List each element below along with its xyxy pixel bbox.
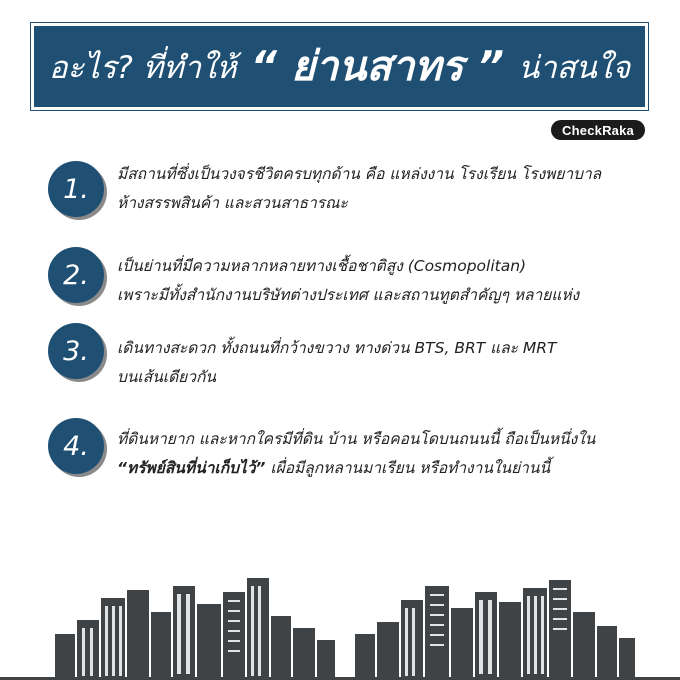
number-badge: 4.: [48, 418, 104, 474]
city-skyline-illustration: [0, 578, 680, 680]
item-line: บนเส้นเดียวกัน: [117, 368, 216, 386]
item-text: [117, 252, 657, 310]
checkraka-logo: [551, 120, 645, 140]
item-line: [117, 454, 657, 483]
item-text: [117, 160, 657, 218]
number-badge: 1.: [48, 161, 104, 217]
title-suffix: น่าสนใจ: [518, 49, 631, 86]
item-line: เป็นย่านที่มีความหลากหลายทางเชื้อชาติสูง (Cosmopolitan): [117, 257, 527, 275]
title-keyword: “ ย่านสาทร ”: [250, 42, 505, 90]
logo-text: CheckRaka: [562, 122, 634, 138]
item-text: [117, 425, 657, 483]
item-highlight: “ทรัพย์สินที่น่าเก็บไว้”: [117, 459, 266, 477]
title-prefix: อะไร? ที่ทำให้: [48, 49, 237, 86]
item-line: มีสถานที่ซึ่งเป็นวงจรชีวิตครบทุกด้าน คือ แหล่งงาน โรงเรียน โรงพยาบาล: [117, 165, 602, 183]
item-text: [117, 334, 657, 392]
item-line: ห้างสรรพสินค้า และสวนสาธารณะ: [117, 194, 348, 212]
item-line: เดินทางสะดวก ทั้งถนนที่กว้างขวาง ทางด่วน BTS, BRT และ MRT: [117, 339, 557, 357]
item-line-rest: เผื่อมีลูกหลานมาเรียน หรือทำงานในย่านนี้: [265, 459, 551, 477]
title-banner: [31, 23, 648, 110]
number-badge: 2.: [48, 247, 104, 303]
item-line: ที่ดินหายาก และหากใครมีที่ดิน บ้าน หรือคอนโดบนถนนนี้ ถือเป็นหนึ่งใน: [117, 430, 596, 448]
item-line: เพราะมีทั้งสำนักงานบริษัทต่างประเทศ และสถานทูตสำคัญๆ หลายแห่ง: [117, 286, 580, 304]
number-badge: 3.: [48, 323, 104, 379]
